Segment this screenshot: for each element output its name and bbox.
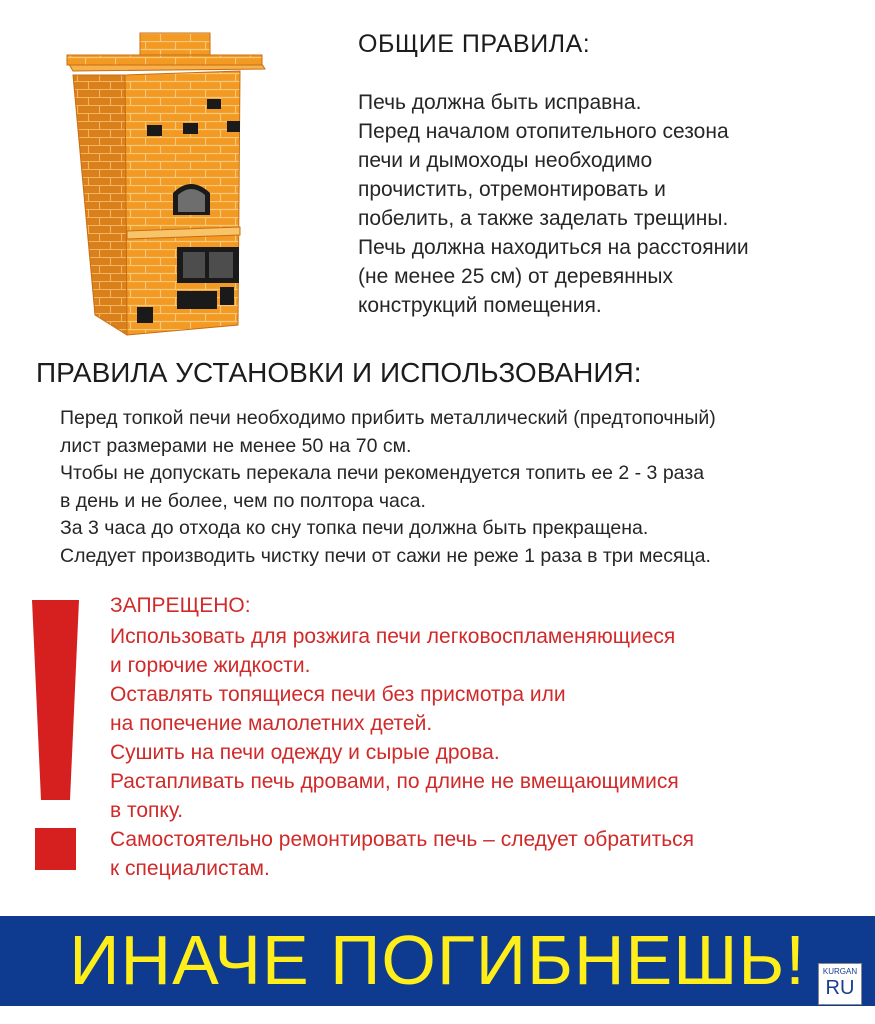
text-line: Печь должна быть исправна. <box>358 91 642 114</box>
forbidden-title: ЗАПРЕЩЕНО: <box>110 594 251 617</box>
text-line: Оставлять топящиеся печи без присмотра или <box>110 683 566 706</box>
text-line: на попечение малолетних детей. <box>110 712 433 735</box>
text-line: побелить, а также заделать трещины. <box>358 207 729 230</box>
text-line: Самостоятельно ремонтировать печь – следует обратиться <box>110 828 695 851</box>
text-line: За 3 часа до отхода ко сну топка печи должна быть прекращена. <box>60 517 649 539</box>
kurgan-ru-logo <box>818 963 862 1005</box>
text-line: в день и не более, чем по полтора часа. <box>60 489 426 512</box>
install-rules-title: ПРАВИЛА УСТАНОВКИ И ИСПОЛЬЗОВАНИЯ: <box>36 357 642 388</box>
text-line: Сушить на печи одежду и сырые дрова. <box>110 741 500 764</box>
warning-banner <box>0 916 875 1006</box>
general-rules-text <box>358 88 858 320</box>
text-line: к специалистам. <box>110 857 270 880</box>
text-line: (не менее 25 см) от деревянных <box>358 265 674 288</box>
exclamation-mark-icon <box>28 600 83 872</box>
general-rules-title: ОБЩИЕ ПРАВИЛА: <box>358 30 591 58</box>
text-line: Использовать для розжига печи легковоспламеняющиеся <box>110 625 676 648</box>
text-line: Перед началом отопительного сезона <box>358 120 729 143</box>
text-line: Следует производить чистку печи от сажи не реже 1 раза в три месяца. <box>60 544 711 567</box>
text-line: Чтобы не допускать перекала печи рекомендуется топить ее 2 - 3 раза <box>60 462 705 484</box>
logo-bottom-text: RU <box>825 977 855 999</box>
text-line: Растапливать печь дровами, по длине не вмещающимися <box>110 770 679 793</box>
brick-stove-icon <box>55 25 280 345</box>
text-line: Перед топкой печи необходимо прибить металлический (предтопочный) <box>60 407 716 429</box>
banner-text: ИНАЧЕ ПОГИБНЕШЬ! <box>69 921 806 999</box>
text-line: печи и дымоходы необходимо <box>358 149 653 172</box>
text-line: лист размерами не менее 50 на 70 см. <box>60 434 412 457</box>
text-line: Печь должна находиться на расстоянии <box>358 236 749 259</box>
install-rules-text <box>60 405 860 570</box>
logo-top-text: KURGAN <box>822 967 858 976</box>
text-line: конструкций помещения. <box>358 294 602 317</box>
text-line: прочистить, отремонтировать и <box>358 178 666 201</box>
text-line: и горючие жидкости. <box>110 654 311 677</box>
forbidden-list <box>110 622 850 883</box>
text-line: в топку. <box>110 799 184 822</box>
